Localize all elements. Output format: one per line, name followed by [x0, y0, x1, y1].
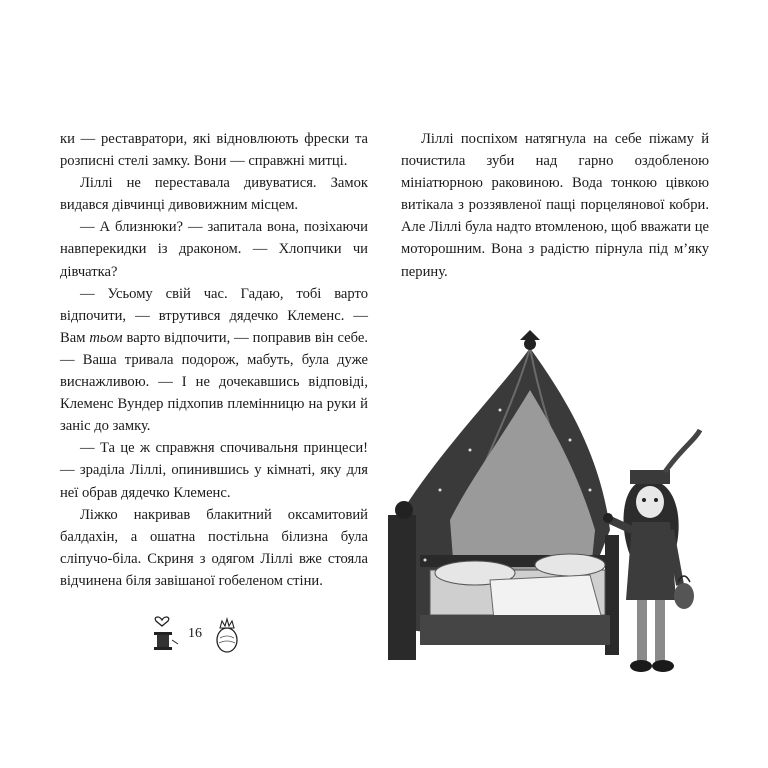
right-column — [401, 128, 709, 283]
left-column — [60, 128, 368, 592]
paragraph: Ліллі поспіхом натягнула на себе піжаму й почистила зуби над гарно оздобленою мініатюрною раковиною. Вода тонкою цівкою витікала з роззявленої пащі порцелянової кобри. Але Ліллі була надто втомленою, щоб вважати це моторошним. Вона з радістю пірнула під м’яку перину. — [401, 131, 709, 280]
page-number: 16 — [188, 626, 202, 641]
paragraph: Ліллі не переставала дивуватися. Замок видався дівчинці дивовижним місцем. — [60, 175, 368, 214]
spool-heart-icon — [148, 612, 184, 656]
page-folio — [148, 612, 242, 656]
canopy-bed — [388, 330, 619, 660]
paragraph: ки — реставратори, які відновлюють фрески та розписні стелі замку. Вони — справжні митці. — [60, 131, 368, 170]
paragraph: — Та це ж справжня спочивальня принцеси! — зраділа Ліллі, опинившись у кімнаті, яку для неї обрав дядечко Клеменс. — [60, 440, 368, 501]
italic-word: тьом — [89, 329, 123, 346]
paragraph: Ліжко накривав блакитний оксамитовий балдахін, а ошатна постільна білизна була сліпучо-біла. Скриня з одягом Ліллі вже стояла відчинена біля завішаної гобеленом стіни. — [60, 506, 368, 589]
canopy-bed-girl-illustration — [380, 330, 710, 680]
text-run: — Усьому свій час. Гадаю, тобі варто відпочити, — втрутився дядечко Клеменс. — Вам — [60, 285, 368, 346]
paragraph: — А близнюки? — запитала вона, позіхаючи навперекидки із драконом. — Хлопчики чи дівчатка? — [60, 219, 368, 280]
paragraph-mixed — [60, 283, 368, 438]
text-run: варто відпочити, — поправив він себе. — Ваша тривала подорож, мабуть, була дуже виснажливою. — І не дочекавшись відповіді, Клеменс Вундер підхопив племінницю на руки й заніс до замку. — [60, 329, 368, 435]
egg-crown-icon — [212, 612, 242, 656]
